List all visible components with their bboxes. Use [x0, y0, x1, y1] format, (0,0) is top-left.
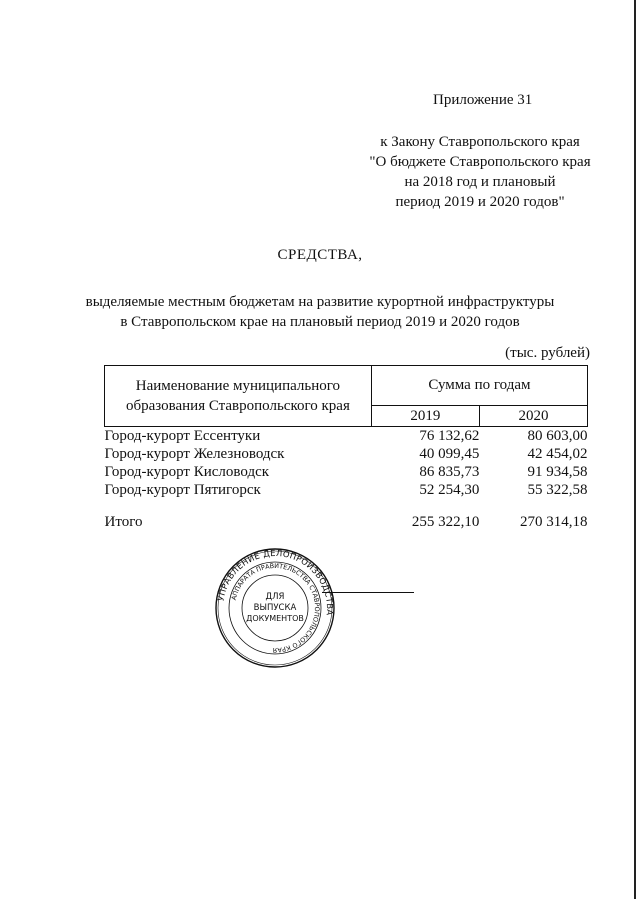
column-header-line: Наименование муниципального [135, 378, 341, 394]
law-reference [360, 132, 600, 212]
row-value-2020: 55 322,58 [527, 482, 588, 498]
spacer-cell [105, 499, 372, 513]
column-header-municipality [105, 366, 372, 427]
total-label: Итого [104, 514, 143, 530]
page-edge-line [634, 0, 636, 899]
row-value-2019: 40 099,45 [419, 446, 480, 462]
table-row [105, 427, 588, 446]
row-value-2020: 42 454,02 [527, 446, 588, 462]
total-value-2020: 270 314,18 [520, 514, 588, 530]
law-reference-line: на 2018 год и плановый [404, 174, 556, 190]
row-value-2019: 52 254,30 [419, 482, 480, 498]
spacer-cell [479, 499, 587, 513]
subtitle-line: в Ставропольском крае на плановый период 2019 и 2020 годов [120, 314, 520, 330]
row-name: Город-курорт Ессентуки [104, 428, 261, 444]
official-stamp [214, 547, 336, 669]
row-value-2020: 91 934,58 [527, 464, 588, 480]
column-header-sum: Сумма по годам [371, 366, 587, 406]
stamp-center-line-2: ВЫПУСКА [253, 603, 297, 613]
stamp-center-line-1: ДЛЯ [265, 592, 285, 602]
law-reference-line: "О бюджете Ставропольского края [369, 154, 591, 170]
stamp-center-line-3: ДОКУМЕНТОВ [246, 614, 304, 623]
document-subtitle [0, 292, 640, 332]
spacer-cell [371, 499, 479, 513]
law-reference-line: к Закону Ставропольского края [380, 134, 580, 150]
table-row [105, 481, 588, 499]
table-row [105, 445, 588, 463]
column-header-line: образования Ставропольского края [125, 398, 350, 414]
document-title: СРЕДСТВА, [277, 247, 363, 263]
table-row [105, 463, 588, 481]
row-value-2019: 86 835,73 [419, 464, 480, 480]
row-name: Город-курорт Кисловодск [104, 464, 270, 480]
stamp-outer-textpath: УПРАВЛЕНИЕ ДЕЛОПРОИЗВОДСТВА [215, 547, 336, 616]
table-spacer-row [105, 499, 588, 513]
budget-table [104, 365, 588, 531]
column-header-year-2020: 2020 [479, 406, 587, 427]
subtitle-line: выделяемые местным бюджетам на развитие курортной инфраструктуры [85, 294, 555, 310]
total-row [105, 513, 588, 531]
row-name: Город-курорт Железноводск [104, 446, 285, 462]
annex-title: Приложение 31 [433, 92, 533, 108]
column-header-year-2019: 2019 [371, 406, 479, 427]
total-value-2019: 255 322,10 [411, 514, 480, 530]
row-value-2019: 76 132,62 [419, 428, 480, 444]
law-reference-line: период 2019 и 2020 годов" [395, 194, 565, 210]
row-name: Город-курорт Пятигорск [104, 482, 261, 498]
units-label: (тыс. рублей) [505, 345, 590, 361]
row-value-2020: 80 603,00 [527, 428, 588, 444]
stamp-inner-textpath: АППАРАТА ПРАВИТЕЛЬСТВА СТАВРОПОЛЬСКОГО КРАЯ [229, 561, 322, 655]
